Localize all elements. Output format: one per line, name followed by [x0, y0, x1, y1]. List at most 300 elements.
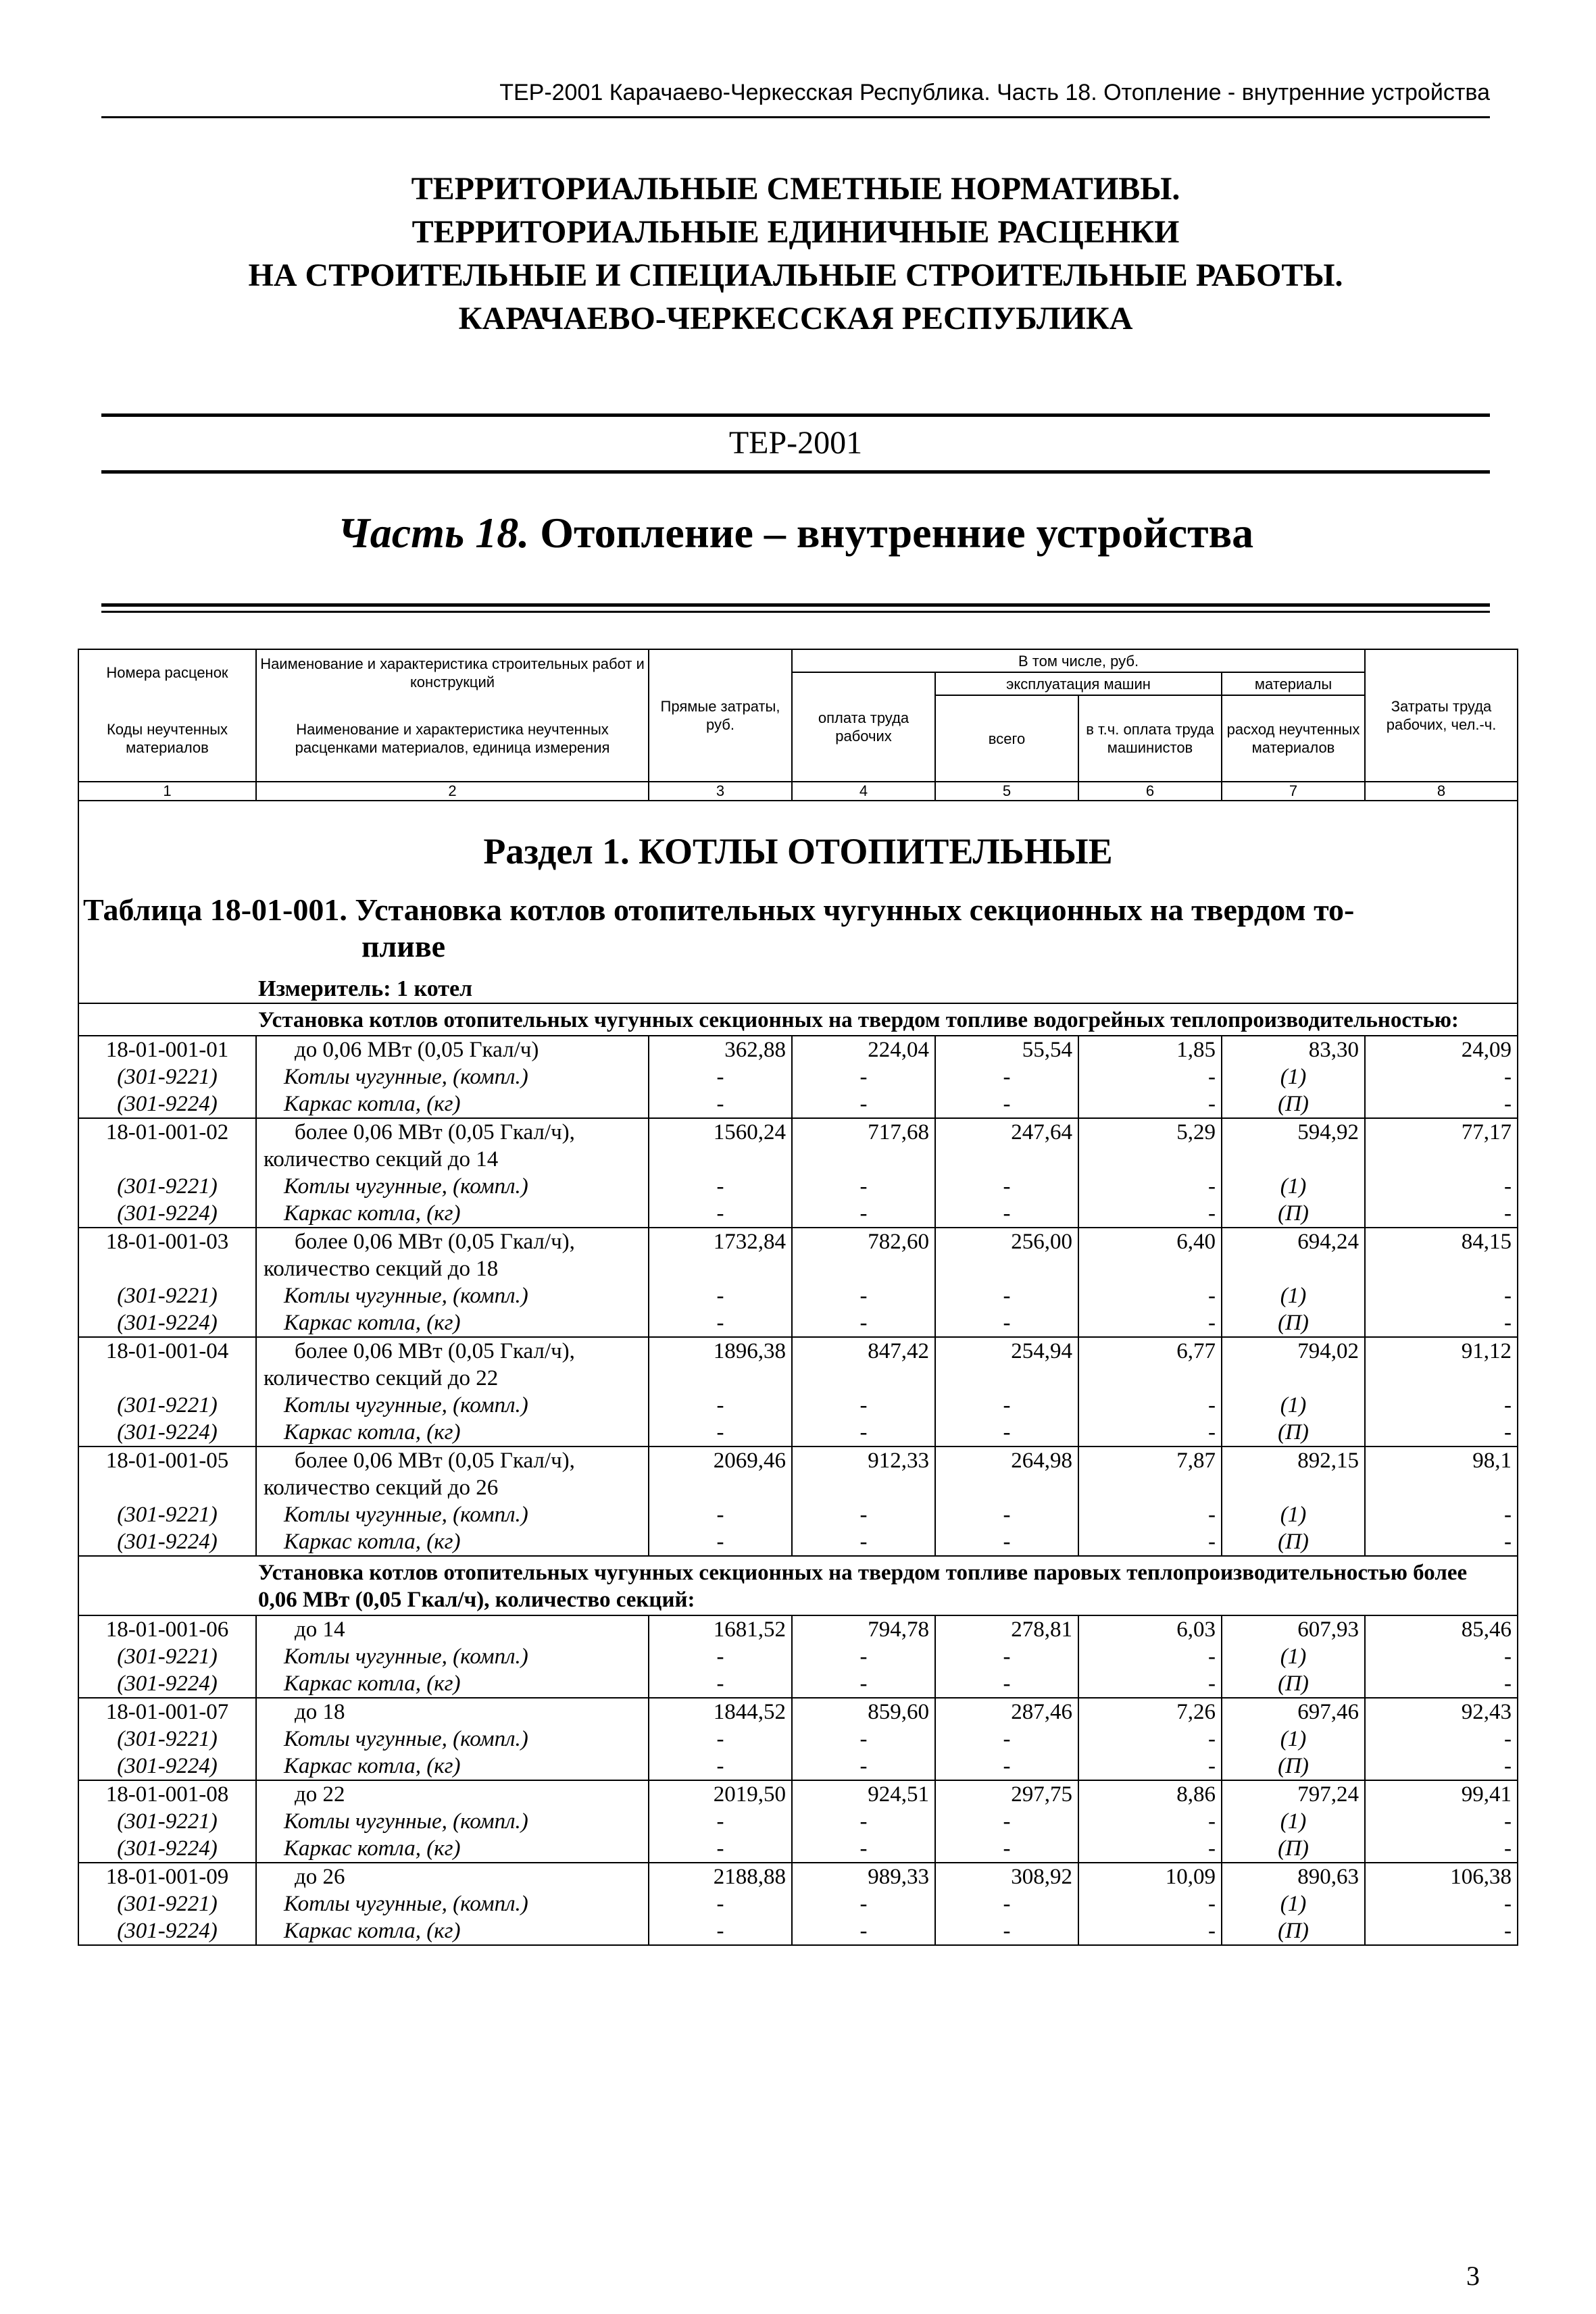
dash-value: -: [935, 1890, 1078, 1917]
rate-row: [78, 1615, 1518, 1643]
rate-name: до 22: [256, 1780, 649, 1808]
dash-value: -: [1078, 1890, 1222, 1917]
material-row: [78, 1643, 1518, 1670]
dash-value: -: [792, 1392, 935, 1419]
machines-value: 278,81: [935, 1615, 1078, 1643]
machinists-pay-value-empty: [1078, 1474, 1222, 1501]
table-body: [78, 801, 1518, 1945]
dash-value: -: [792, 1063, 935, 1090]
dash-value: -: [1078, 1173, 1222, 1200]
machines-value: 297,75: [935, 1780, 1078, 1808]
direct-costs-value: 1896,38: [649, 1337, 792, 1365]
meter-value: 1 котел: [397, 976, 473, 1001]
labor-costs-value: 92,43: [1365, 1698, 1518, 1726]
dash-value: -: [649, 1090, 792, 1118]
rule-double-bottom: [101, 611, 1490, 613]
materials-value: 83,30: [1222, 1036, 1365, 1063]
rate-row-continued: [78, 1255, 1518, 1282]
machines-value: 254,94: [935, 1337, 1078, 1365]
dash-value: -: [935, 1419, 1078, 1447]
labor-costs-value: 106,38: [1365, 1863, 1518, 1890]
rate-name: количество секций до 26: [256, 1474, 649, 1501]
rates-table: [78, 649, 1518, 1946]
rate-name: до 14: [256, 1615, 649, 1643]
dash-value: -: [1365, 1753, 1518, 1780]
dash-value: -: [649, 1890, 792, 1917]
material-name: Котлы чугунные, (компл.): [256, 1063, 649, 1090]
dash-value: -: [649, 1643, 792, 1670]
table-header: [78, 649, 1518, 801]
dash-value: -: [935, 1753, 1078, 1780]
workers-pay-value: 224,04: [792, 1036, 935, 1063]
meter-label: Измеритель:: [258, 976, 391, 1001]
material-row: [78, 1063, 1518, 1090]
header-workers-pay: оплата труда рабочих: [792, 672, 935, 782]
direct-costs-value-empty: [649, 1365, 792, 1392]
dash-value: -: [1365, 1726, 1518, 1753]
machinists-pay-value-empty: [1078, 1255, 1222, 1282]
rate-row-continued: [78, 1146, 1518, 1173]
rate-code-empty: [78, 1255, 256, 1282]
page-number: 3: [1466, 2261, 1480, 2291]
dash-value: -: [1078, 1282, 1222, 1309]
table-title: [78, 885, 1518, 969]
material-code: (301-9221): [78, 1890, 256, 1917]
material-amount: (1): [1222, 1890, 1365, 1917]
dash-value: -: [792, 1528, 935, 1556]
material-code: (301-9221): [78, 1063, 256, 1090]
column-number: 2: [256, 782, 649, 801]
dash-value: -: [649, 1173, 792, 1200]
header-rule: [101, 116, 1490, 118]
material-row: [78, 1890, 1518, 1917]
dash-value: -: [649, 1726, 792, 1753]
dash-value: -: [1078, 1090, 1222, 1118]
labor-costs-value: 99,41: [1365, 1780, 1518, 1808]
material-amount: (П): [1222, 1753, 1365, 1780]
material-code: (301-9221): [78, 1392, 256, 1419]
dash-value: -: [649, 1670, 792, 1698]
labor-costs-value: 77,17: [1365, 1118, 1518, 1146]
dash-value: -: [935, 1835, 1078, 1863]
direct-costs-value: 362,88: [649, 1036, 792, 1063]
dash-value: -: [649, 1200, 792, 1228]
material-name: Каркас котла, (кг): [256, 1200, 649, 1228]
workers-pay-value: 794,78: [792, 1615, 935, 1643]
machinists-pay-value: 7,87: [1078, 1447, 1222, 1474]
workers-pay-value: 989,33: [792, 1863, 935, 1890]
material-name: Каркас котла, (кг): [256, 1670, 649, 1698]
material-name: Котлы чугунные, (компл.): [256, 1890, 649, 1917]
workers-pay-value: 717,68: [792, 1118, 935, 1146]
material-name: Каркас котла, (кг): [256, 1835, 649, 1863]
machinists-pay-value: 7,26: [1078, 1698, 1222, 1726]
dash-value: -: [649, 1753, 792, 1780]
dash-value: -: [935, 1643, 1078, 1670]
rate-code: 18-01-001-03: [78, 1228, 256, 1255]
document-title: [101, 168, 1490, 341]
material-name: Каркас котла, (кг): [256, 1917, 649, 1945]
rate-name: количество секций до 22: [256, 1365, 649, 1392]
material-amount: (П): [1222, 1200, 1365, 1228]
direct-costs-value: 1560,24: [649, 1118, 792, 1146]
dash-value: -: [1078, 1643, 1222, 1670]
dash-value: -: [935, 1200, 1078, 1228]
material-code: (301-9224): [78, 1309, 256, 1337]
material-row: [78, 1501, 1518, 1528]
dash-value: -: [1365, 1808, 1518, 1835]
column-number: 7: [1222, 782, 1365, 801]
material-code: (301-9221): [78, 1173, 256, 1200]
rate-row-continued: [78, 1474, 1518, 1501]
rate-name: количество секций до 18: [256, 1255, 649, 1282]
dash-value: -: [649, 1835, 792, 1863]
workers-pay-value-empty: [792, 1474, 935, 1501]
dash-value: -: [649, 1282, 792, 1309]
rate-name: более 0,06 МВт (0,05 Гкал/ч),: [256, 1228, 649, 1255]
material-row: [78, 1090, 1518, 1118]
dash-value: -: [792, 1753, 935, 1780]
rate-name: до 18: [256, 1698, 649, 1726]
materials-value: 797,24: [1222, 1780, 1365, 1808]
materials-value: 892,15: [1222, 1447, 1365, 1474]
materials-value-empty: [1222, 1255, 1365, 1282]
material-row: [78, 1528, 1518, 1556]
column-number: 8: [1365, 782, 1518, 801]
direct-costs-value-empty: [649, 1255, 792, 1282]
workers-pay-value-empty: [792, 1365, 935, 1392]
machinists-pay-value: 1,85: [1078, 1036, 1222, 1063]
dash-value: -: [792, 1090, 935, 1118]
dash-value: -: [792, 1200, 935, 1228]
dash-value: -: [1365, 1835, 1518, 1863]
material-row: [78, 1726, 1518, 1753]
material-code: (301-9224): [78, 1753, 256, 1780]
dash-value: -: [649, 1392, 792, 1419]
rate-code-empty: [78, 1146, 256, 1173]
column-number: 4: [792, 782, 935, 801]
dash-value: -: [649, 1309, 792, 1337]
rate-row: [78, 1447, 1518, 1474]
materials-value: 794,02: [1222, 1337, 1365, 1365]
labor-costs-value-empty: [1365, 1365, 1518, 1392]
rate-name: до 0,06 МВт (0,05 Гкал/ч): [256, 1036, 649, 1063]
header-labor-costs: Затраты труда рабочих, чел.-ч.: [1365, 649, 1518, 782]
materials-value: 694,24: [1222, 1228, 1365, 1255]
material-code: (301-9224): [78, 1090, 256, 1118]
rate-row: [78, 1698, 1518, 1726]
material-code: (301-9221): [78, 1643, 256, 1670]
dash-value: -: [649, 1528, 792, 1556]
material-row: [78, 1835, 1518, 1863]
dash-value: -: [1365, 1501, 1518, 1528]
material-name: Котлы чугунные, (компл.): [256, 1282, 649, 1309]
material-amount: (1): [1222, 1501, 1365, 1528]
material-code: (301-9224): [78, 1200, 256, 1228]
labor-costs-value: 84,15: [1365, 1228, 1518, 1255]
dash-value: -: [1078, 1835, 1222, 1863]
dash-value: -: [935, 1392, 1078, 1419]
part-number: Часть 18.: [337, 509, 530, 557]
machines-value: 256,00: [935, 1228, 1078, 1255]
labor-costs-value: 24,09: [1365, 1036, 1518, 1063]
rate-code: 18-01-001-05: [78, 1447, 256, 1474]
workers-pay-value: 859,60: [792, 1698, 935, 1726]
dash-value: -: [792, 1890, 935, 1917]
dash-value: -: [935, 1726, 1078, 1753]
group-title: Установка котлов отопительных чугунных секционных на твердом топливе водогрейных теплопроизводительностью:: [78, 1003, 1518, 1036]
machinists-pay-value: 10,09: [1078, 1863, 1222, 1890]
material-amount: (П): [1222, 1090, 1365, 1118]
material-amount: (П): [1222, 1309, 1365, 1337]
dash-value: -: [935, 1282, 1078, 1309]
rule-double-top: [101, 603, 1490, 607]
dash-value: -: [649, 1419, 792, 1447]
title-line: ТЕРРИТОРИАЛЬНЫЕ ЕДИНИЧНЫЕ РАСЦЕНКИ: [412, 214, 1180, 250]
header-machines-total: всего: [935, 695, 1078, 782]
direct-costs-value: 1732,84: [649, 1228, 792, 1255]
material-name: Каркас котла, (кг): [256, 1528, 649, 1556]
workers-pay-value: 924,51: [792, 1780, 935, 1808]
material-name: Каркас котла, (кг): [256, 1753, 649, 1780]
rate-row: [78, 1780, 1518, 1808]
machinists-pay-value: 8,86: [1078, 1780, 1222, 1808]
material-amount: (П): [1222, 1917, 1365, 1945]
material-amount: (П): [1222, 1835, 1365, 1863]
rate-row-continued: [78, 1365, 1518, 1392]
dash-value: -: [1078, 1419, 1222, 1447]
material-name: Котлы чугунные, (компл.): [256, 1726, 649, 1753]
dash-value: -: [792, 1808, 935, 1835]
workers-pay-value-empty: [792, 1255, 935, 1282]
material-amount: (1): [1222, 1173, 1365, 1200]
material-code: (301-9224): [78, 1917, 256, 1945]
materials-value-empty: [1222, 1146, 1365, 1173]
rate-code-empty: [78, 1365, 256, 1392]
rate-row: [78, 1228, 1518, 1255]
header-including: В том числе, руб.: [792, 649, 1365, 672]
dash-value: -: [1078, 1528, 1222, 1556]
dash-value: -: [1365, 1643, 1518, 1670]
workers-pay-value-empty: [792, 1146, 935, 1173]
labor-costs-value-empty: [1365, 1474, 1518, 1501]
labor-costs-value: 91,12: [1365, 1337, 1518, 1365]
machinists-pay-value: 6,40: [1078, 1228, 1222, 1255]
dash-value: -: [1078, 1808, 1222, 1835]
machines-value: 55,54: [935, 1036, 1078, 1063]
dash-value: -: [1365, 1063, 1518, 1090]
dash-value: -: [792, 1643, 935, 1670]
dash-value: -: [935, 1528, 1078, 1556]
material-code: (301-9221): [78, 1726, 256, 1753]
dash-value: -: [792, 1173, 935, 1200]
workers-pay-value: 782,60: [792, 1228, 935, 1255]
rate-row: [78, 1337, 1518, 1365]
rate-code: 18-01-001-02: [78, 1118, 256, 1146]
direct-costs-value: 1844,52: [649, 1698, 792, 1726]
machines-value: 287,46: [935, 1698, 1078, 1726]
material-amount: (1): [1222, 1726, 1365, 1753]
dash-value: -: [792, 1917, 935, 1945]
rate-code: 18-01-001-06: [78, 1615, 256, 1643]
labor-costs-value: 85,46: [1365, 1615, 1518, 1643]
rate-code: 18-01-001-04: [78, 1337, 256, 1365]
dash-value: -: [1078, 1063, 1222, 1090]
group-row: [78, 1556, 1518, 1615]
material-amount: (1): [1222, 1392, 1365, 1419]
labor-costs-value: 98,1: [1365, 1447, 1518, 1474]
rate-name: до 26: [256, 1863, 649, 1890]
machines-value-empty: [935, 1365, 1078, 1392]
dash-value: -: [935, 1173, 1078, 1200]
material-name: Каркас котла, (кг): [256, 1419, 649, 1447]
machines-value: 264,98: [935, 1447, 1078, 1474]
dash-value: -: [1365, 1309, 1518, 1337]
dash-value: -: [649, 1808, 792, 1835]
column-number: 6: [1078, 782, 1222, 801]
group-title: Установка котлов отопительных чугунных секционных на твердом топливе паровых теплопроизводительностью более 0,06 МВт (0,05 Гкал/ч), количество секций:: [78, 1556, 1518, 1615]
rate-name: более 0,06 МВт (0,05 Гкал/ч),: [256, 1118, 649, 1146]
title-line: КАРАЧАЕВО-ЧЕРКЕССКАЯ РЕСПУБЛИКА: [458, 301, 1133, 336]
materials-value-empty: [1222, 1365, 1365, 1392]
rate-code: 18-01-001-08: [78, 1780, 256, 1808]
part-name: Отопление – внутренние устройства: [540, 509, 1254, 557]
material-name: Котлы чугунные, (компл.): [256, 1643, 649, 1670]
column-number: 3: [649, 782, 792, 801]
labor-costs-value-empty: [1365, 1255, 1518, 1282]
material-row: [78, 1753, 1518, 1780]
dash-value: -: [1365, 1528, 1518, 1556]
rate-code: 18-01-001-01: [78, 1036, 256, 1063]
material-amount: (1): [1222, 1063, 1365, 1090]
material-amount: (1): [1222, 1282, 1365, 1309]
material-amount: (П): [1222, 1528, 1365, 1556]
materials-value: 607,93: [1222, 1615, 1365, 1643]
direct-costs-value: 1681,52: [649, 1615, 792, 1643]
rate-row: [78, 1036, 1518, 1063]
material-code: (301-9224): [78, 1670, 256, 1698]
direct-costs-value: 2069,46: [649, 1447, 792, 1474]
machines-value: 247,64: [935, 1118, 1078, 1146]
dash-value: -: [792, 1835, 935, 1863]
material-amount: (П): [1222, 1419, 1365, 1447]
dash-value: -: [935, 1670, 1078, 1698]
material-code: (301-9221): [78, 1282, 256, 1309]
header-rate-numbers: Номера расценок: [78, 649, 256, 695]
machinists-pay-value: 6,77: [1078, 1337, 1222, 1365]
machines-value-empty: [935, 1474, 1078, 1501]
dash-value: -: [649, 1501, 792, 1528]
dash-value: -: [1078, 1670, 1222, 1698]
material-row: [78, 1200, 1518, 1228]
dash-value: -: [1365, 1173, 1518, 1200]
dash-value: -: [1365, 1890, 1518, 1917]
dash-value: -: [1078, 1501, 1222, 1528]
table-title-line: Таблица 18-01-001. Установка котлов отопительных чугунных секционных на твердом то-: [83, 892, 1355, 927]
rate-code: 18-01-001-07: [78, 1698, 256, 1726]
dash-value: -: [935, 1808, 1078, 1835]
column-number: 1: [78, 782, 256, 801]
material-code: (301-9221): [78, 1808, 256, 1835]
machinists-pay-value: 5,29: [1078, 1118, 1222, 1146]
machines-value: 308,92: [935, 1863, 1078, 1890]
material-row: [78, 1173, 1518, 1200]
table-title-line: пливе: [361, 929, 446, 963]
header-work-name: Наименование и характеристика строительных работ и конструкций: [256, 649, 649, 695]
dash-value: -: [1078, 1309, 1222, 1337]
ter-code: ТЕР-2001: [728, 425, 863, 461]
workers-pay-value: 912,33: [792, 1447, 935, 1474]
material-name: Котлы чугунные, (компл.): [256, 1173, 649, 1200]
material-amount: (1): [1222, 1643, 1365, 1670]
rule-below-code: [101, 470, 1490, 474]
title-line: ТЕРРИТОРИАЛЬНЫЕ СМЕТНЫЕ НОРМАТИВЫ.: [411, 171, 1180, 207]
header-material-codes: Коды неучтенных материалов: [78, 695, 256, 782]
dash-value: -: [792, 1419, 935, 1447]
dash-value: -: [935, 1917, 1078, 1945]
materials-value: 594,92: [1222, 1118, 1365, 1146]
material-code: (301-9224): [78, 1528, 256, 1556]
rate-name: более 0,06 МВт (0,05 Гкал/ч),: [256, 1337, 649, 1365]
direct-costs-value: 2019,50: [649, 1780, 792, 1808]
materials-value-empty: [1222, 1474, 1365, 1501]
material-code: (301-9224): [78, 1419, 256, 1447]
header-unaccounted-materials: расход неучтенных материалов: [1222, 695, 1365, 782]
machinists-pay-value: 6,03: [1078, 1615, 1222, 1643]
machinists-pay-value-empty: [1078, 1365, 1222, 1392]
material-row: [78, 1392, 1518, 1419]
header-material-name: Наименование и характеристика неучтенных расценками материалов, единица измерения: [256, 695, 649, 782]
dash-value: -: [1365, 1282, 1518, 1309]
labor-costs-value-empty: [1365, 1146, 1518, 1173]
dash-value: -: [792, 1726, 935, 1753]
material-row: [78, 1419, 1518, 1447]
dash-value: -: [1078, 1753, 1222, 1780]
dash-value: -: [1365, 1392, 1518, 1419]
material-code: (301-9221): [78, 1501, 256, 1528]
material-row: [78, 1309, 1518, 1337]
column-number: 5: [935, 782, 1078, 801]
dash-value: -: [792, 1501, 935, 1528]
dash-value: -: [649, 1917, 792, 1945]
group-row: [78, 1003, 1518, 1036]
materials-value: 890,63: [1222, 1863, 1365, 1890]
materials-value: 697,46: [1222, 1698, 1365, 1726]
material-row: [78, 1917, 1518, 1945]
header-machine-operation: эксплуатация машин: [935, 672, 1222, 695]
dash-value: -: [1078, 1726, 1222, 1753]
dash-value: -: [792, 1309, 935, 1337]
dash-value: -: [935, 1090, 1078, 1118]
material-name: Каркас котла, (кг): [256, 1309, 649, 1337]
dash-value: -: [1365, 1090, 1518, 1118]
dash-value: -: [649, 1063, 792, 1090]
header-materials: материалы: [1222, 672, 1365, 695]
dash-value: -: [792, 1282, 935, 1309]
workers-pay-value: 847,42: [792, 1337, 935, 1365]
dash-value: -: [935, 1501, 1078, 1528]
dash-value: -: [1078, 1200, 1222, 1228]
rate-name: количество секций до 14: [256, 1146, 649, 1173]
section-title: Раздел 1. КОТЛЫ ОТОПИТЕЛЬНЫЕ: [78, 801, 1518, 885]
title-line: НА СТРОИТЕЛЬНЫЕ И СПЕЦИАЛЬНЫЕ СТРОИТЕЛЬНЫЕ РАБОТЫ.: [248, 257, 1343, 293]
rate-code: 18-01-001-09: [78, 1863, 256, 1890]
dash-value: -: [1078, 1392, 1222, 1419]
rate-row: [78, 1863, 1518, 1890]
dash-value: -: [1365, 1670, 1518, 1698]
material-row: [78, 1282, 1518, 1309]
material-amount: (1): [1222, 1808, 1365, 1835]
